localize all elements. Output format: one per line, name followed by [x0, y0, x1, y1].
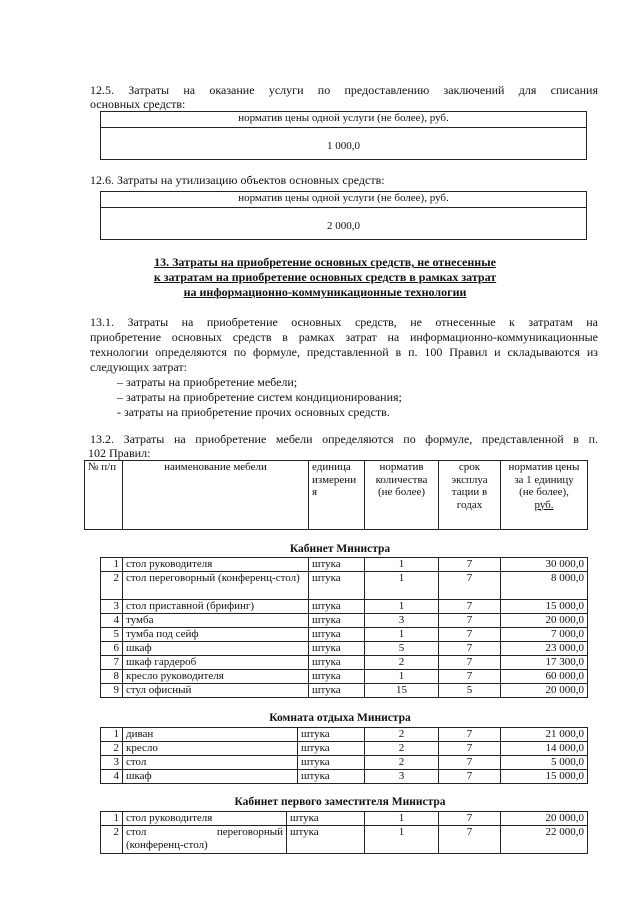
- row-life: 7: [439, 614, 501, 628]
- section13-line2: к затратам на приобретение основных средств в рамках затрат: [153, 270, 497, 284]
- row-qty: 1: [365, 572, 439, 600]
- row-life: 7: [439, 600, 501, 614]
- row-name: стол руководителя: [123, 812, 287, 826]
- p13-1-line2: приобретение основных средств в рамках затрат на информационно-коммуникационные: [90, 330, 598, 344]
- row-unit: штука: [309, 558, 365, 572]
- row-name: [123, 826, 287, 854]
- row-unit: штука: [309, 656, 365, 670]
- table-row: [101, 656, 588, 670]
- row-qty: 2: [365, 728, 439, 742]
- table-row: [101, 756, 588, 770]
- row-name-part-a: стол: [126, 826, 147, 838]
- p12-5-line1: 12.5. Затраты на оказание услуги по предоставлению заключений для списания: [90, 83, 598, 97]
- col-price-line2: за 1 единицу: [514, 473, 574, 486]
- row-num: 2: [101, 572, 123, 600]
- row-unit: штука: [287, 812, 365, 826]
- row-price: 17 300,0: [501, 656, 588, 670]
- row-qty: 2: [365, 756, 439, 770]
- row-num: 1: [101, 558, 123, 572]
- p12-6-header: норматив цены одной услуги (не более), руб.: [101, 192, 587, 208]
- row-life: 7: [439, 742, 501, 756]
- row-name: стол: [123, 756, 298, 770]
- row-num: 6: [101, 642, 123, 656]
- row-unit: штука: [298, 770, 365, 784]
- minister-office-title: Кабинет Министра: [289, 543, 391, 555]
- p13-1-bullet1: – затраты на приобретение мебели;: [117, 375, 298, 389]
- p12-5-value: 1 000,0: [101, 128, 587, 160]
- row-unit: штука: [309, 614, 365, 628]
- row-name: шкаф: [123, 770, 298, 784]
- table-row: [101, 670, 588, 684]
- table-row: [101, 728, 588, 742]
- p13-1-line3: технологии определяются по формуле, представленной в п. 100 Правил и складываются из: [90, 345, 598, 359]
- row-price: 14 000,0: [501, 742, 588, 756]
- row-num: 8: [101, 670, 123, 684]
- furniture-header-table: [84, 460, 588, 530]
- table-row: [101, 628, 588, 642]
- row-qty: 15: [365, 684, 439, 698]
- minister-rest-room-table: [100, 727, 588, 784]
- minister-office-table: [100, 557, 588, 698]
- table-row: [101, 742, 588, 756]
- row-life: 7: [439, 728, 501, 742]
- row-num: 5: [101, 628, 123, 642]
- row-num: 2: [101, 742, 123, 756]
- row-unit: штука: [309, 600, 365, 614]
- row-name: кресло руководителя: [123, 670, 309, 684]
- row-price: 5 000,0: [501, 756, 588, 770]
- row-life: 7: [439, 770, 501, 784]
- row-unit: штука: [298, 728, 365, 742]
- row-unit: штука: [309, 572, 365, 600]
- row-name: стол руководителя: [123, 558, 309, 572]
- row-life: 7: [439, 756, 501, 770]
- col-name: наименование мебели: [123, 461, 309, 530]
- row-name-line2: (конференц-стол): [126, 838, 208, 851]
- row-num: 9: [101, 684, 123, 698]
- row-qty: 1: [365, 812, 439, 826]
- table-row: [101, 812, 588, 826]
- row-num: 2: [101, 826, 123, 854]
- row-price: 20 000,0: [501, 684, 588, 698]
- row-qty: 2: [365, 656, 439, 670]
- row-num: 1: [101, 728, 123, 742]
- col-qty: норматив количества (не более): [365, 461, 439, 530]
- row-name: стол приставной (брифинг): [123, 600, 309, 614]
- row-name: тумба: [123, 614, 309, 628]
- row-name: шкаф: [123, 642, 309, 656]
- col-num: № п/п: [85, 461, 123, 530]
- row-price: 23 000,0: [501, 642, 588, 656]
- row-name: стол переговорный (конференц-стол): [123, 572, 309, 600]
- p13-2-line2: 102 Правил:: [88, 446, 151, 460]
- row-price: 20 000,0: [501, 614, 588, 628]
- p13-1-bullet3: - затраты на приобретение прочих основных средств.: [117, 405, 390, 419]
- p12-6-value: 2 000,0: [101, 208, 587, 240]
- p12-5-line2: основных средств:: [90, 97, 186, 111]
- table-row: [101, 558, 588, 572]
- first-deputy-office-title: Кабинет первого заместителя Министра: [234, 796, 446, 808]
- p13-1-line1: 13.1. Затраты на приобретение основных средств, не отнесенные к затратам на: [90, 315, 598, 329]
- row-unit: штука: [309, 642, 365, 656]
- table-row: [101, 642, 588, 656]
- row-name-line1: [126, 826, 283, 839]
- row-num: 7: [101, 656, 123, 670]
- col-price-line3: (не более),: [519, 486, 569, 498]
- row-price: 7 000,0: [501, 628, 588, 642]
- table-row: [101, 826, 588, 854]
- row-num: 1: [101, 812, 123, 826]
- row-price: 15 000,0: [501, 770, 588, 784]
- row-price: 30 000,0: [501, 558, 588, 572]
- row-num: 4: [101, 770, 123, 784]
- table-row: [101, 684, 588, 698]
- p12-6-table: [100, 191, 587, 240]
- col-price-line4: руб.: [534, 498, 554, 511]
- row-name: кресло: [123, 742, 298, 756]
- table-row: [101, 572, 588, 600]
- row-price: 22 000,0: [501, 826, 588, 854]
- row-name: диван: [123, 728, 298, 742]
- row-unit: штука: [309, 628, 365, 642]
- row-qty: 1: [365, 670, 439, 684]
- row-qty: 1: [365, 558, 439, 572]
- row-num: 4: [101, 614, 123, 628]
- row-num: 3: [101, 600, 123, 614]
- p12-5-header: норматив цены одной услуги (не более), руб.: [101, 112, 587, 128]
- row-qty: 1: [365, 600, 439, 614]
- row-price: 8 000,0: [501, 572, 588, 600]
- row-unit: штука: [309, 670, 365, 684]
- row-unit: штука: [298, 742, 365, 756]
- row-life: 7: [439, 572, 501, 600]
- row-qty: 2: [365, 742, 439, 756]
- row-unit: штука: [287, 826, 365, 854]
- first-deputy-office-table: [100, 811, 588, 854]
- row-qty: 1: [365, 826, 439, 854]
- p12-5-table: [100, 111, 587, 160]
- row-life: 7: [439, 826, 501, 854]
- row-price: 21 000,0: [501, 728, 588, 742]
- table-row: [101, 614, 588, 628]
- col-life: срок эксплуа тации в годах: [439, 461, 501, 530]
- row-life: 7: [439, 558, 501, 572]
- row-life: 7: [439, 656, 501, 670]
- p13-2-line1: 13.2. Затраты на приобретение мебели определяются по формуле, представленной в п.: [90, 432, 598, 446]
- p13-1-line4: следующих затрат:: [90, 360, 187, 374]
- col-unit: единица измерени я: [309, 461, 365, 530]
- section13-line3: на информационно-коммуникационные технологии: [183, 285, 467, 299]
- row-qty: 5: [365, 642, 439, 656]
- section13-line1: 13. Затраты на приобретение основных средств, не отнесенные: [154, 255, 496, 269]
- table-row: [101, 600, 588, 614]
- row-unit: штука: [298, 756, 365, 770]
- row-unit: штука: [309, 684, 365, 698]
- row-price: 15 000,0: [501, 600, 588, 614]
- row-name-part-b: переговорный: [216, 826, 283, 838]
- row-price: 60 000,0: [501, 670, 588, 684]
- col-price-line1: норматив цены: [508, 461, 580, 473]
- row-name: стул офисный: [123, 684, 309, 698]
- row-life: 5: [439, 684, 501, 698]
- row-life: 7: [439, 642, 501, 656]
- row-life: 7: [439, 628, 501, 642]
- minister-rest-room-title: Комната отдыха Министра: [269, 712, 411, 724]
- row-price: 20 000,0: [501, 812, 588, 826]
- row-name: тумба под сейф: [123, 628, 309, 642]
- table-row: [101, 770, 588, 784]
- p12-6-line1: 12.6. Затраты на утилизацию объектов основных средств:: [90, 173, 385, 187]
- row-qty: 1: [365, 628, 439, 642]
- row-name: шкаф гардероб: [123, 656, 309, 670]
- row-num: 3: [101, 756, 123, 770]
- row-qty: 3: [365, 770, 439, 784]
- row-life: 7: [439, 812, 501, 826]
- row-qty: 3: [365, 614, 439, 628]
- col-price: [501, 461, 588, 530]
- p13-1-bullet2: – затраты на приобретение систем кондиционирования;: [117, 390, 402, 404]
- row-life: 7: [439, 670, 501, 684]
